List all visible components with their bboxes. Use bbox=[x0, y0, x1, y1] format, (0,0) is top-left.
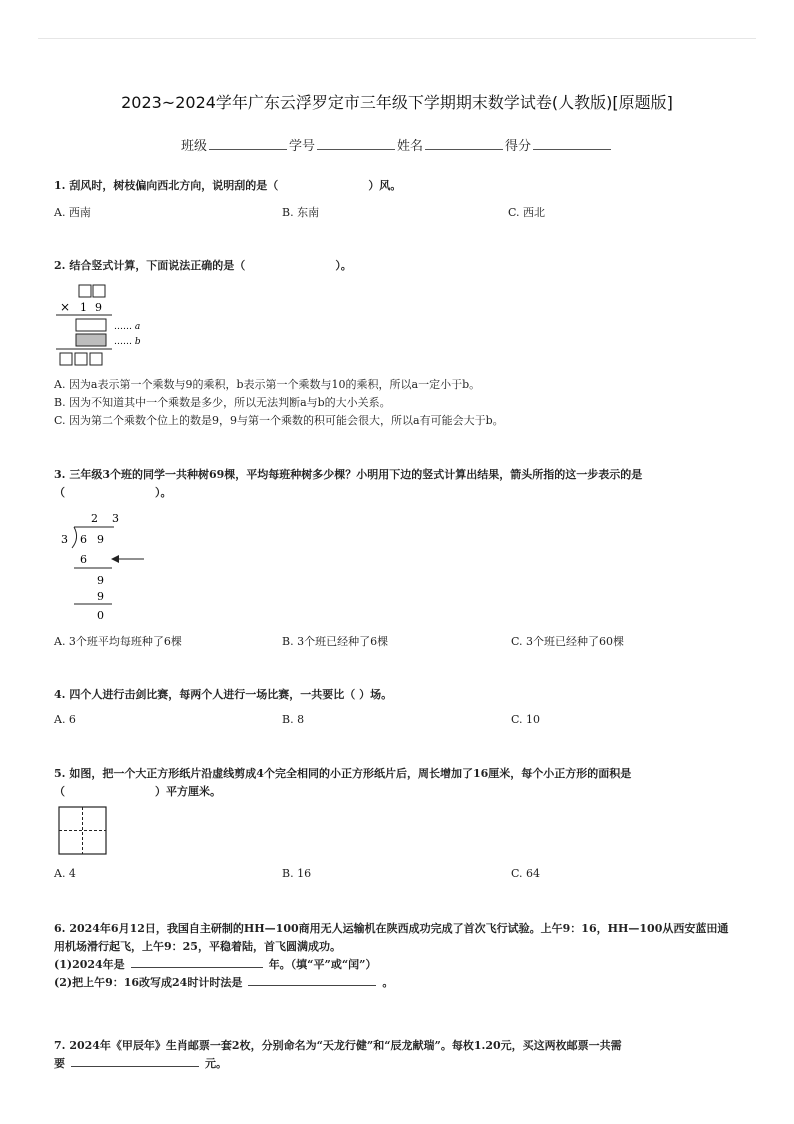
q6-sub1-post: 年。（填“平”或“闰”） bbox=[268, 958, 377, 971]
score-label: 得分 bbox=[505, 139, 532, 154]
q5-stem-pre: （ bbox=[54, 785, 65, 798]
q4-stem: 4. 四个人进行击剑比赛，每两个人进行一场比赛，一共要比（ ）场。 bbox=[54, 688, 393, 701]
score-blank[interactable] bbox=[533, 137, 611, 150]
q1-options bbox=[54, 204, 754, 222]
q3-quotient-2: 2 bbox=[91, 512, 98, 525]
q2-partial-b-box bbox=[76, 334, 106, 346]
q3-option-a[interactable]: A. 3个班平均每班种了6棵 bbox=[54, 635, 182, 648]
question-4 bbox=[54, 686, 754, 704]
q6-sub1-blank[interactable] bbox=[131, 956, 263, 968]
q3-sub-9a: 9 bbox=[97, 574, 104, 587]
q4-option-c[interactable]: C. 10 bbox=[511, 713, 541, 726]
q2-stem-post: ）。 bbox=[335, 259, 352, 272]
q3-bracket-curve bbox=[72, 527, 77, 548]
q5-square-figure bbox=[58, 806, 110, 858]
q6-sub2-pre: (2)把上午9：16改写成24时计时法是 bbox=[54, 976, 243, 989]
q3-dividend-6: 6 bbox=[80, 533, 87, 546]
number-label: 学号 bbox=[288, 139, 315, 154]
q6-stem-line2: 用机场滑行起飞，上午9：25，平稳着陆，首飞圆满成功。 bbox=[54, 940, 341, 953]
q2-option-a[interactable]: A. 因为a表示第一个乘数与9的乘积，b表示第一个乘数与10的乘积，所以a一定小于b。 bbox=[54, 378, 481, 391]
q5-option-c[interactable]: C. 64 bbox=[511, 867, 541, 880]
q2-stem-pre: 2. 结合竖式计算，下面说法正确的是（ bbox=[54, 259, 246, 272]
number-blank[interactable] bbox=[317, 137, 395, 150]
q3-arrow-icon bbox=[111, 555, 119, 563]
q7-stem-line1: 7. 2024年《甲辰年》生肖邮票一套2枚，分别命名为“天龙行健”和“辰龙献瑞”。每枚1.20元，买这两枚邮票一共需 bbox=[54, 1039, 622, 1052]
question-1 bbox=[54, 177, 754, 195]
q3-dividend-9: 9 bbox=[97, 533, 104, 546]
q2-partial-a-box bbox=[76, 319, 106, 331]
name-blank[interactable] bbox=[425, 137, 503, 150]
q3-stem-pre: （ bbox=[54, 486, 65, 499]
q2-digit-1: 1 bbox=[80, 301, 87, 314]
q6-sub2-blank[interactable] bbox=[248, 974, 376, 986]
q6-stem-line1: 6. 2024年6月12日，我国自主研制的HH—100商用无人运输机在陕西成功完成了首次飞行试验。上午9：16，HH—100从西安蓝田通 bbox=[54, 922, 729, 935]
q3-option-b[interactable]: B. 3个班已经种了6棵 bbox=[282, 635, 389, 648]
page-title: 2023~2024学年广东云浮罗定市三年级下学期期末数学试卷(人教版)[原题版] bbox=[121, 93, 673, 112]
question-5 bbox=[54, 765, 754, 801]
q2-result-box-2 bbox=[75, 353, 87, 365]
q3-option-c[interactable]: C. 3个班已经种了60棵 bbox=[511, 635, 625, 648]
q2-digit-box-1 bbox=[79, 285, 91, 297]
header-divider bbox=[38, 38, 756, 39]
q1-option-c[interactable]: C. 西北 bbox=[508, 206, 546, 219]
q3-stem-post: ）。 bbox=[155, 486, 172, 499]
q7-stem-pre: 要 bbox=[54, 1057, 65, 1070]
q7-stem-post: 元。 bbox=[205, 1057, 227, 1070]
q2-result-box-3 bbox=[90, 353, 102, 365]
q3-sub-6: 6 bbox=[80, 553, 87, 566]
q5-option-a[interactable]: A. 4 bbox=[54, 867, 76, 880]
q3-sub-9b: 9 bbox=[97, 590, 104, 603]
q1-stem-pre: 1. 刮风时，树枝偏向西北方向，说明刮的是（ bbox=[54, 179, 279, 192]
q3-quotient-3: 3 bbox=[112, 512, 119, 525]
question-2 bbox=[54, 257, 754, 275]
q4-option-b[interactable]: B. 8 bbox=[282, 713, 305, 726]
question-3 bbox=[54, 466, 754, 502]
q6-sub2-post: 。 bbox=[382, 976, 394, 989]
q3-options bbox=[54, 633, 754, 651]
q5-options bbox=[54, 867, 754, 885]
q2-label-a: …… a bbox=[114, 322, 141, 332]
q5-option-b[interactable]: B. 16 bbox=[282, 867, 312, 880]
q4-options bbox=[54, 713, 754, 731]
q4-option-a[interactable]: A. 6 bbox=[54, 713, 76, 726]
class-label: 班级 bbox=[180, 139, 207, 154]
question-6 bbox=[54, 920, 754, 992]
question-7 bbox=[54, 1037, 754, 1073]
q2-result-box-1 bbox=[60, 353, 72, 365]
q7-answer-blank[interactable] bbox=[71, 1055, 199, 1067]
q1-option-a[interactable]: A. 西南 bbox=[54, 206, 91, 219]
q3-remainder: 0 bbox=[97, 609, 104, 622]
q1-option-b[interactable]: B. 东南 bbox=[282, 206, 320, 219]
class-blank[interactable] bbox=[209, 137, 287, 150]
q5-stem-post: ）平方厘米。 bbox=[155, 785, 221, 798]
q3-stem-line1: 3. 三年级3个班的同学一共种树69棵，平均每班种树多少棵？小明用下边的竖式计算出结果，箭头所指的这一步表示的是 bbox=[54, 468, 643, 481]
q2-digit-9: 9 bbox=[95, 301, 102, 314]
q3-division-figure bbox=[54, 508, 164, 623]
q2-options bbox=[54, 376, 504, 430]
q2-option-b[interactable]: B. 因为不知道其中一个乘数是多少，所以无法判断a与b的大小关系。 bbox=[54, 396, 391, 409]
q2-multiplication-figure bbox=[54, 282, 164, 372]
q2-option-c[interactable]: C. 因为第二个乘数个位上的数是9，9与第一个乘数的积可能会很大，所以a有可能会大于b。 bbox=[54, 414, 504, 427]
q2-digit-box-2 bbox=[93, 285, 105, 297]
student-info-line bbox=[0, 135, 794, 154]
q5-stem-line1: 5. 如图，把一个大正方形纸片沿虚线剪成4个完全相同的小正方形纸片后，周长增加了16厘米，每个小正方形的面积是 bbox=[54, 767, 632, 780]
q6-sub1-pre: (1)2024年是 bbox=[54, 958, 125, 971]
name-label: 姓名 bbox=[397, 139, 424, 154]
q2-label-b: …… b bbox=[114, 337, 141, 347]
q2-times-sign: × bbox=[60, 300, 71, 314]
q1-stem-post: ）风。 bbox=[368, 179, 402, 192]
q3-divisor: 3 bbox=[61, 533, 68, 546]
